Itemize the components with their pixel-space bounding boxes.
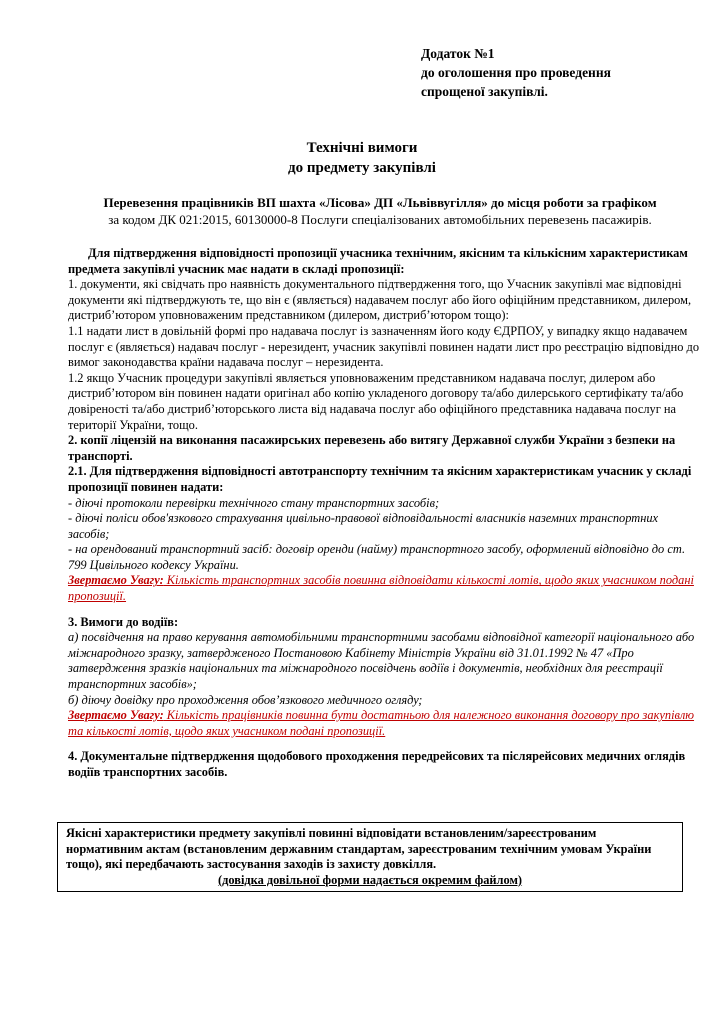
box-note: (довідка довільної форми надається окремим файлом) xyxy=(217,872,523,887)
item-2-1: 2.1. Для підтвердження відповідності автотранспорту технічним та якісним характеристикам учасник у складі пропозиції повинен надати: xyxy=(68,464,692,494)
item-1: 1. документи, які свідчать про наявність документального підтвердження того, що Учасник закупівлі має відповідні документи які підтверджують те, що він є (являється) надавачем послуг або його офіційним представником, дилером, дистриб’ютором уповноваженим представником (дилером, дистриб’ютором тощо): xyxy=(68,277,692,323)
procurement-subject xyxy=(60,194,700,228)
warning-lead: Звертаємо Увагу: xyxy=(68,708,164,723)
annex-line-3: спрощеної закупівлі. xyxy=(421,84,548,99)
spacer xyxy=(68,739,700,749)
warning-workers xyxy=(68,708,700,739)
requirements-body xyxy=(68,246,700,781)
item-3: 3. Вимоги до водіїв: xyxy=(68,614,179,629)
item-2-1-b: - діючі поліси обов'язкового страхування цивільно-правової відповідальності власників наземних транспортних засобів; xyxy=(68,511,659,541)
subject-name: Перевезення працівників ВП шахта «Лісова» ДП «Львіввугілля» до місця роботи за графіком xyxy=(103,195,657,210)
item-2-1-a: - діючі протоколи перевірки технічного стану транспортних засобів; xyxy=(68,495,440,510)
box-text: Якісні характеристики предмету закупівлі повинні відповідати встановленим/зареєстрованим нормативним актам (встановленим державним стандартам, зареєстрованим технічним умовам України тощо), які передбачають застосування заходів із захисту довкілля. xyxy=(66,826,652,871)
item-3-a: а) посвідчення на право керування автомобільними транспортними засобами відповідної категорії національного або міжнародного зразку, затвердженого Постановою Кабінету Міністрів України від 31.01.1992 № 47 «Про затвердження зразків національних та міжнародного посвідчень водіїв і документів, необхідних для реєстрації транспортних засобів»; xyxy=(68,630,695,692)
annex-line-2: до оголошення про проведення xyxy=(421,65,611,80)
spacer xyxy=(68,605,700,615)
subject-code: за кодом ДК 021:2015, 60130000-8 Послуги спеціалізованих автомобільних перевезень пасажирів. xyxy=(108,212,652,227)
item-2: 2. копії ліцензій на виконання пасажирських перевезень або витягу Державної служби України з безпеки на транспорті. xyxy=(68,433,676,463)
warning-text: Кількість транспортних засобів повинна відповідати кількості лотів, щодо яких учасником подані пропозиції. xyxy=(68,573,694,604)
annex-header xyxy=(421,44,611,101)
intro-paragraph: Для підтвердження відповідності пропозиції учасника технічним, якісним та кількісним характеристикам предмета закупівлі учасник має надати в складі пропозиції: xyxy=(68,246,688,276)
item-1-2: 1.2 якщо Учасник процедури закупівлі являється уповноваженим представником надавача послуг, дилером або дистриб’ютором він повинен надати оригінал або копію укладеного договору та/або дилерського сертифікату та/або довіреності та/або дистриб’юторського листа від надавача послуг або офіційного представника надавача послуг на території України, тощо. xyxy=(68,370,684,432)
document-subtitle: до предмету закупівлі xyxy=(288,160,436,176)
warning-text: Кількість працівників повинна бути достатньою для належного виконання договору про закупівлю та кількості лотів, щодо яких учасником подані пропозиції. xyxy=(68,708,695,738)
warning-lead: Звертаємо Увагу: xyxy=(68,573,164,588)
item-3-b: б) діючу довідку про проходження обов’язкового медичного огляду; xyxy=(68,692,423,707)
warning-vehicles xyxy=(68,573,700,604)
annex-number: Додаток №1 xyxy=(421,46,495,61)
item-1-1: 1.1 надати лист в довільній формі про надавача послуг із зазначенням його коду ЄДРПОУ, у випадку якщо надавачем послуг є (являється) надавач послуг - нерезидент, учасник закупівлі повинен надати лист про реєстрацію відповідно до вимог законодавства країни надавача послуг – нерезидента. xyxy=(68,323,700,370)
document-title: Технічні вимоги xyxy=(306,140,418,156)
item-4: 4. Документальне підтвердження щодобового проходження передрейсових та післярейсових медичних оглядів водіїв транспортних засобів. xyxy=(68,749,686,779)
item-2-1-c: - на орендований транспортний засіб: договір оренди (найму) транспортного засобу, оформлений відповідно до ст. 799 Цивільного кодексу України. xyxy=(68,542,686,572)
environmental-requirements-box xyxy=(57,822,683,892)
